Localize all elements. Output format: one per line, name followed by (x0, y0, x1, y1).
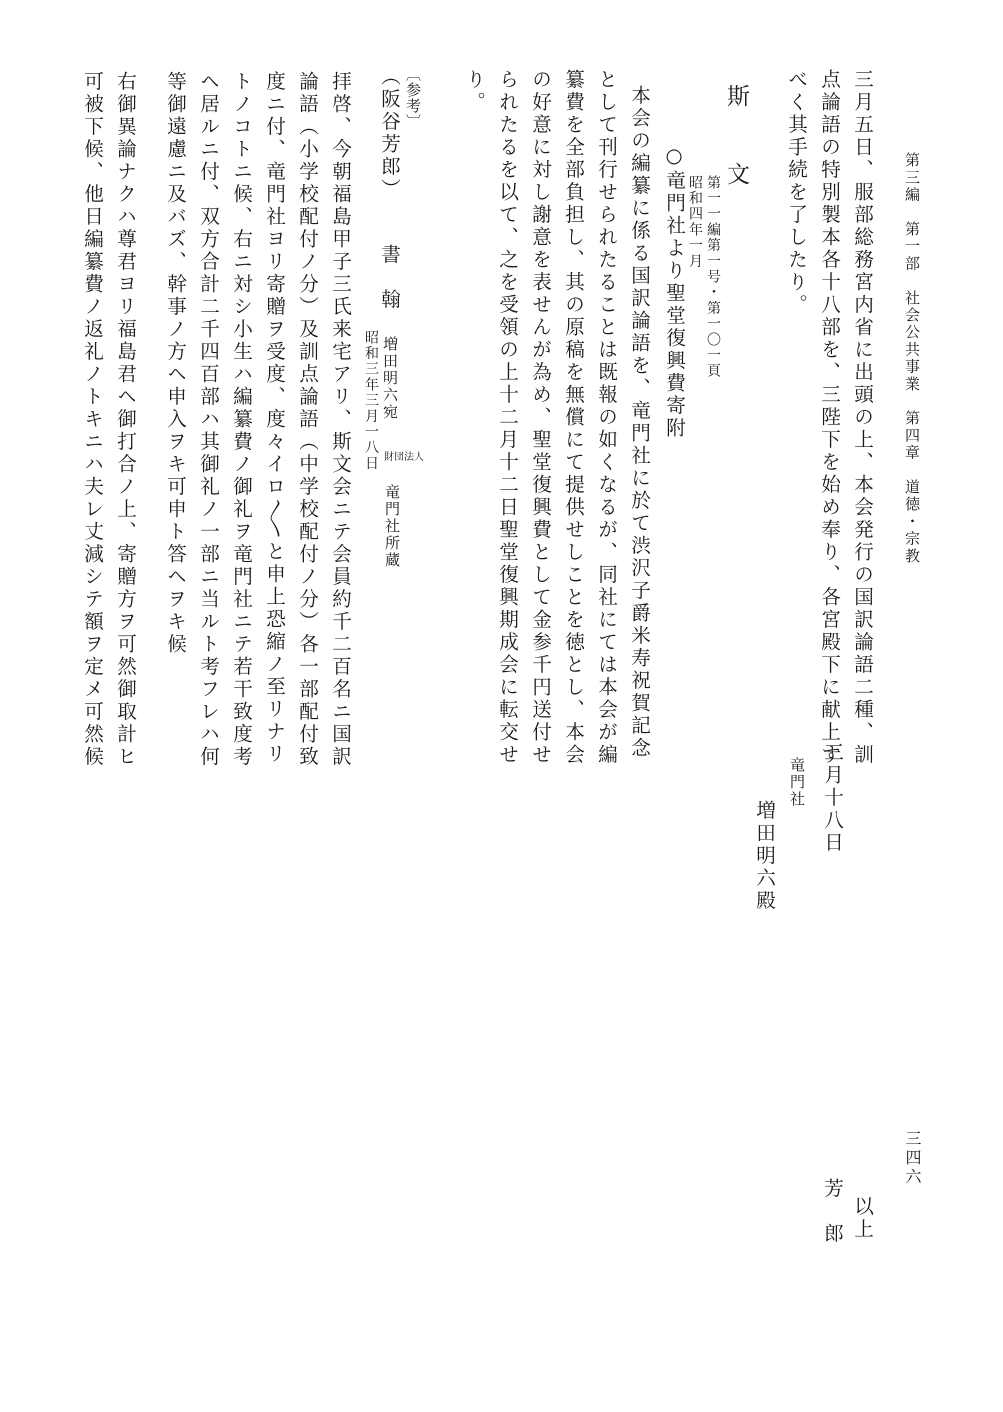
reference-line: 度ニ付、竜門社ヨリ寄贈ヲ受度、度々イロ〱と申上恐縮ノ至リナリ (262, 71, 286, 766)
page-number: 三四六 (903, 1130, 922, 1187)
letter-date: 三月十八日 (820, 742, 844, 855)
closing-text: 以上 (850, 1196, 874, 1241)
article-line: として刊行せられたることは既報の如くなるが、同社にては本会が編 (594, 69, 618, 767)
reference-line: 等御遠慮ニ及バズ、幹事ノ方ヘ申入ヲキ可申ト答ヘヲキ候 (163, 71, 187, 656)
reference-line: 拝啓、今朝福島甲子三氏来宅アリ、斯文会ニテ会員約千二百名ニ国訳 (328, 71, 352, 769)
reference-title-type: 書 翰 (377, 244, 401, 312)
reference-addressee: 増田明六宛 (381, 336, 399, 421)
intro-line: 点論語の特別製本各十八部を、三陛下を始め奉り、各宮殿下に献上す (817, 69, 841, 767)
article-line: 纂費を全部負担し、其の原稿を無償にて提供せしことを徳とし、本会 (561, 69, 585, 767)
article-line: り。 (462, 69, 486, 114)
article-heading: ○竜門社より聖堂復興費寄附 (662, 144, 686, 440)
reference-line: 可被下候、他日編纂費ノ返礼ノトキニハ夫レ丈減シテ額ヲ定メ可然候 (80, 71, 104, 769)
archive-prefix: 財団法人 (384, 452, 424, 463)
running-header: 第三編 第一部 社会公共事業 第四章 道徳・宗教 (903, 152, 921, 565)
reference-line: ヘ居ルニ付、双方合計二千四百部ハ其御礼ノ一部ニ当ルト考フレハ何 (196, 71, 220, 769)
reference-line: トノコトニ候、右ニ対シ小生ハ編纂費ノ御礼ヲ竜門社ニテ若干致度考 (229, 71, 253, 769)
reference-label: 〔参考〕 (404, 66, 422, 130)
article-line: られたるを以て、之を受領の上十二月十二日聖堂復興期成会に転交せ (495, 69, 519, 767)
source-ref: 第一一編第一号・第一〇一頁 (705, 175, 721, 380)
letter-from-org: 竜門社 (788, 757, 806, 808)
archive-name: 竜門社所蔵 (383, 484, 401, 569)
source-title: 斯 文 (723, 84, 749, 201)
source-ref-date: 昭和四年一月 (687, 175, 703, 270)
reference-title: （阪谷芳郎） (377, 66, 401, 201)
article-line: 本会の編纂に係る国訳論語を、竜門社に於て渋沢子爵米寿祝賀記念 (627, 85, 651, 760)
signer-name: 芳 郎 (820, 1178, 844, 1246)
letter-addressee: 増田明六殿 (752, 800, 776, 913)
intro-line: 三月五日、服部総務宮内省に出頭の上、本会発行の国訳論語二種、訓 (850, 69, 874, 767)
reference-line: 論語（小学校配付ノ分）及訓点論語（中学校配付ノ分）各一部配付致 (295, 71, 319, 769)
article-line: の好意に対し謝意を表せんが為め、聖堂復興費として金参千円送付せ (528, 69, 552, 767)
intro-line: べく其手続を了したり。 (784, 69, 808, 317)
reference-line: 右御異論ナクハ尊君ヨリ福島君ヘ御打合ノ上、寄贈方ヲ可然御取計ヒ (113, 71, 137, 769)
reference-date: 昭和三年三月一八日 (363, 330, 379, 472)
